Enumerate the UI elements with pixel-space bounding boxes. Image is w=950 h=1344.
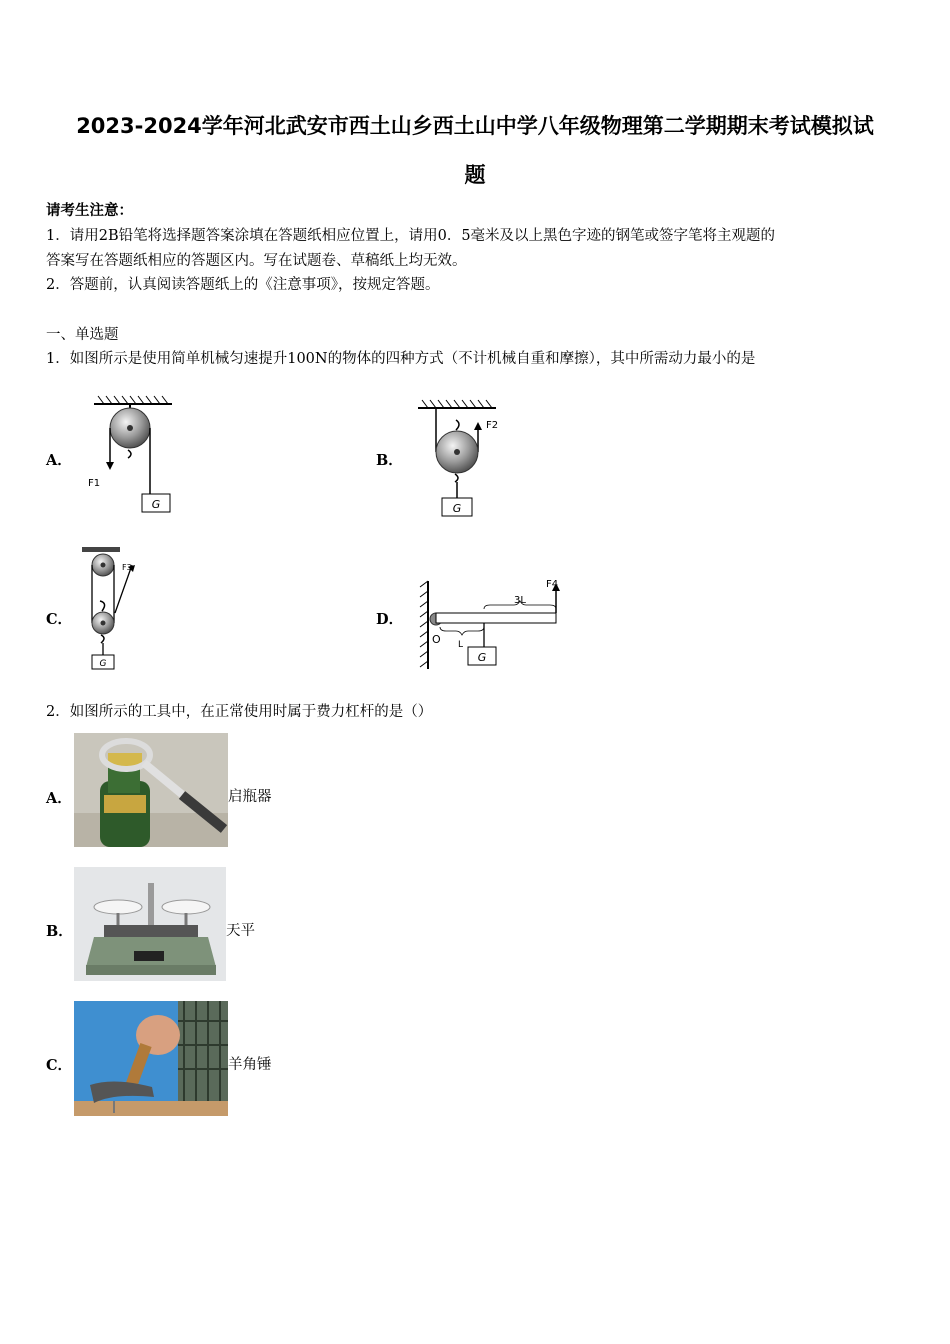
load-label-b: G	[452, 502, 462, 515]
q1-option-c-letter: C．	[46, 611, 73, 628]
pivot-label: O	[432, 633, 441, 646]
q2-option-c-label: 羊角锤	[228, 1057, 272, 1073]
notice-heading: 请考生注意：	[46, 202, 133, 219]
load-label-c: G	[99, 659, 107, 669]
movable-pulley-diagram	[410, 390, 520, 525]
short-arm-label: L	[458, 640, 464, 650]
notice-item-1-continued: 答案写在答题纸相应的答题区内。写在试题卷、草稿纸上均无效。	[46, 253, 467, 269]
balance-photo-icon	[74, 867, 226, 981]
page-title-continued: 题	[464, 163, 486, 187]
q2-option-b-label: 天平	[226, 923, 255, 939]
force-label-f1: F1	[88, 478, 101, 489]
q1-option-a-letter: A．	[46, 452, 72, 469]
force-label-f2: F2	[486, 420, 499, 431]
q1-option-d-letter: D．	[376, 611, 404, 628]
q2-option-b-letter: B．	[46, 923, 73, 940]
q2-option-a-label: 启瓶器	[228, 789, 272, 805]
lever-diagram	[410, 575, 570, 675]
section-title: 一、单选题	[46, 327, 119, 343]
force-label-f4: F4	[546, 579, 559, 590]
force-label-f3: F3	[122, 563, 132, 572]
fixed-pulley-diagram	[80, 390, 190, 520]
bottle-opener-photo-icon	[74, 733, 228, 847]
load-label-d: G	[477, 651, 487, 664]
q2-option-a-letter: A．	[46, 790, 72, 807]
q2-option-c-letter: C．	[46, 1057, 73, 1074]
notice-item-1: 1．请用2B铅笔将选择题答案涂填在答题纸相应位置上，请用0．5毫米及以上黑色字迹的钢笔或签字笔将主观题的	[46, 228, 776, 244]
claw-hammer-photo-icon	[74, 1001, 228, 1116]
load-label-a: G	[151, 498, 161, 511]
long-arm-label: 3L	[514, 595, 526, 606]
q1-option-b-letter: B．	[376, 452, 403, 469]
page-title: 2023-2024学年河北武安市西土山乡西土山中学八年级物理第二学期期末考试模拟试	[76, 114, 874, 138]
question-2-stem: 2．如图所示的工具中，在正常使用时属于费力杠杆的是（）	[46, 704, 433, 720]
notice-item-2: 2．答题前，认真阅读答题纸上的《注意事项》，按规定答题。	[46, 277, 440, 293]
pulley-block-diagram	[76, 545, 166, 675]
question-1-stem: 1．如图所示是使用简单机械匀速提升100N的物体的四种方式（不计机械自重和摩擦），其中所需动力最小的是	[46, 351, 756, 367]
